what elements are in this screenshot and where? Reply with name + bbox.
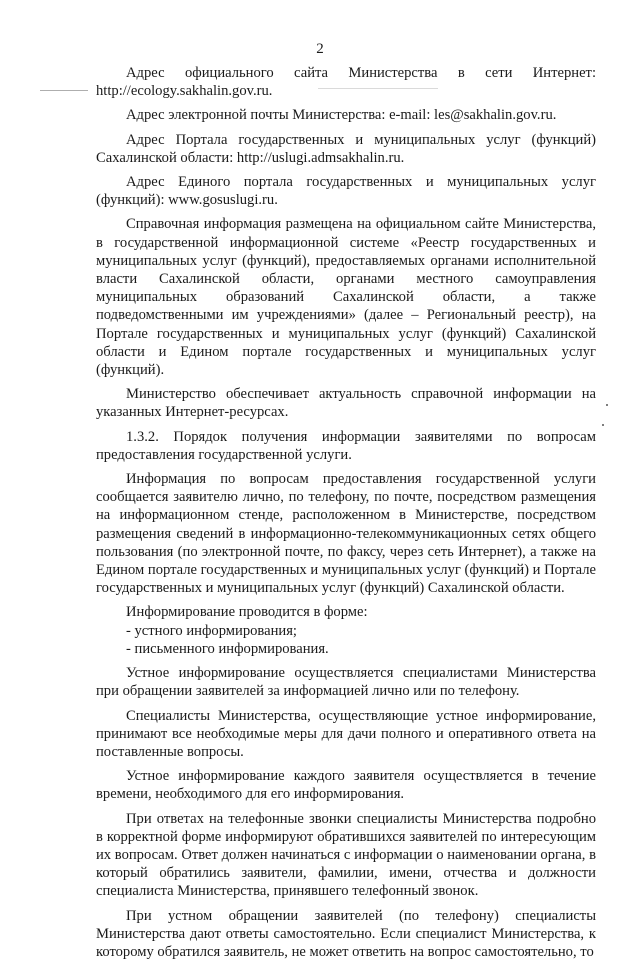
list-item-written: - письменного информирования.: [126, 640, 329, 657]
paragraph-unified-portal: Адрес Единого портала государственных и муниципальных услуг (функций): www.gosuslugi.ru.: [96, 174, 596, 209]
section-heading-1-3-2: 1.3.2. Порядок получения информации заявителями по вопросам предоставления государственной услуги.: [96, 428, 596, 463]
scan-artifact: [606, 404, 608, 406]
scan-artifact: [602, 424, 604, 426]
paragraph-specialists: Специалисты Министерства, осуществляющие устное информирование, принимают все необходимые меры для дачи полного и оперативного ответа на поставленные вопросы.: [96, 707, 596, 760]
paragraph-relevance: Министерство обеспечивает актуальность справочной информации на указанных Интернет-ресурсах.: [96, 386, 596, 421]
paragraph-forms-intro: Информирование проводится в форме:: [126, 604, 368, 621]
paragraph-reference-info: Справочная информация размещена на официальном сайте Министерства, в государственной информационной системе «Реестр государственных и муниципальных услуг (функций), предоставляемых органами исполнительной власти Сахалинской области, органами местного самоуправления муниципальных образований Сахалинской области, а также подведомственными им учреждениями» (далее – Региональный реестр), на Портале государственных и муниципальных услуг (функций) Сахалинской области и Едином портале государственных и муниципальных услуг (функций).: [96, 216, 596, 379]
page-number: 2: [316, 41, 324, 57]
paragraph-email: Адрес электронной почты Министерства: e-mail: les@sakhalin.gov.ru.: [126, 107, 557, 124]
paragraph-duration: Устное информирование каждого заявителя осуществляется в течение времени, необходимого для его информирования.: [96, 768, 596, 803]
scan-artifact: [40, 90, 88, 91]
paragraph-info-channels: Информация по вопросам предоставления государственной услуги сообщается заявителю лично, по телефону, по почте, посредством размещения на информационном стенде, расположенном в Министерстве, посредством размещения сведений в информационно-телекоммуникационных сетях общего пользования (по электронной почте, по факсу, через сеть Интернет), а также на Едином портале государственных и муниципальных услуг (функций) и Портале государственных и муниципальных услуг (функций) Сахалинской области.: [96, 471, 596, 597]
paragraph-phone-answers: При ответах на телефонные звонки специалисты Министерства подробно в корректной форме информируют обратившихся заявителей по интересующим их вопросам. Ответ должен начинаться с информации о наименовании органа, в который обратились заявители, фамилии, имени, отчества и должности специалиста Министерства, принявшего телефонный звонок.: [96, 810, 596, 900]
body-text: [96, 64, 596, 967]
paragraph-oral-info: Устное информирование осуществляется специалистами Министерства при обращении заявителей за информацией лично или по телефону.: [96, 665, 596, 700]
paragraph-regional-portal: Адрес Портала государственных и муниципальных услуг (функций) Сахалинской области: http://uslugi.admsakhalin.ru.: [96, 131, 596, 166]
paragraph-oral-request: При устном обращении заявителей (по телефону) специалисты Министерства дают ответы самостоятельно. Если специалист Министерства, к которому обратился заявитель, не может ответить на вопрос самостоятельно, то: [96, 907, 596, 960]
list-item-oral: - устного информирования;: [126, 622, 297, 639]
paragraph-site-address: Адрес официального сайта Министерства в сети Интернет: http://ecology.sakhalin.gov.ru.: [96, 65, 596, 100]
